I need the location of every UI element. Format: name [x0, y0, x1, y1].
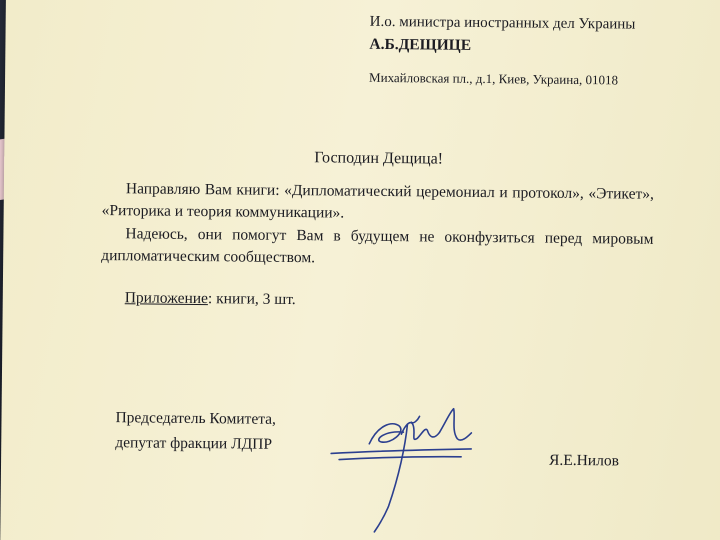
attachment-label: Приложение — [124, 289, 209, 308]
signer-title-line1: Председатель Комитета, — [115, 409, 277, 428]
salutation: Господин Дещица! — [314, 149, 444, 168]
addressee-name: А.Б.ДЕЩИЦЕ — [369, 35, 472, 54]
signer-title-line2: депутат фракции ЛДПР — [115, 434, 273, 453]
addressee-address: Михайловская пл., д.1, Киев, Украина, 01018 — [369, 69, 619, 88]
letter-body — [101, 178, 654, 274]
handwritten-signature — [320, 385, 492, 535]
attachment-line — [125, 289, 296, 309]
addressee-position: И.о. министра иностранных дел Украины — [369, 13, 636, 33]
signer-name: Я.Е.Нилов — [549, 451, 620, 470]
attachment-value: : книги, 3 шт. — [207, 290, 296, 309]
body-paragraph-1: Направляю Вам книги: «Дипломатический церемониал и протокол», «Этикет», «Риторика и теория коммуникации». — [101, 180, 654, 222]
body-paragraph-2: Надеюсь, они помогут Вам в будущем не оконфузиться перед мировым дипломатическим сообществом. — [101, 225, 654, 266]
